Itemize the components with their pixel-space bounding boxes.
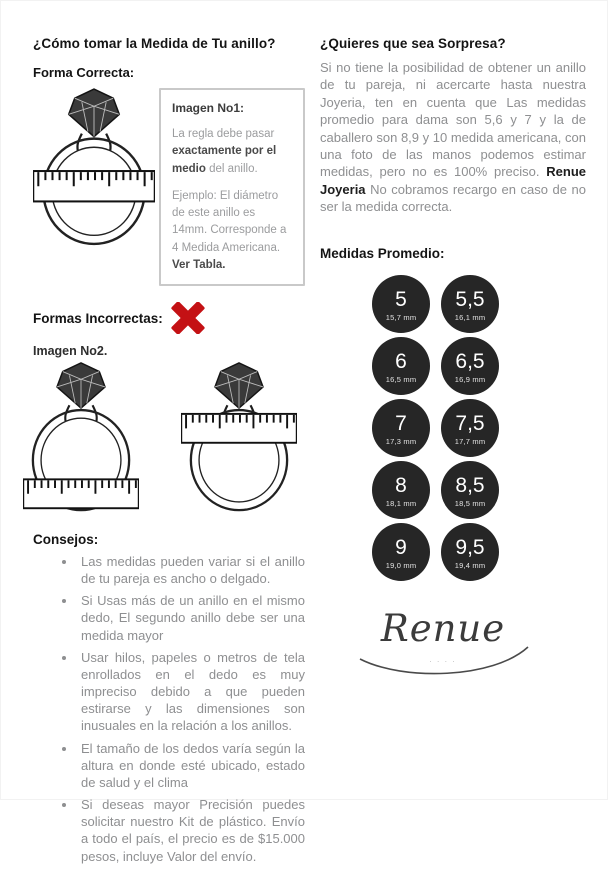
ring-size-mm: 16,1 mm: [454, 312, 486, 322]
incorrect-measurement-row: [23, 360, 305, 514]
ring-size-mm: 19,4 mm: [454, 560, 486, 570]
ring-size-badge: [441, 275, 499, 333]
ring-size-value: 6: [395, 349, 407, 373]
ring-size-mm: 17,7 mm: [454, 436, 486, 446]
ring-size-badge: [441, 461, 499, 519]
ring-size-mm: 18,1 mm: [385, 498, 417, 508]
ring-size-value: 8: [395, 473, 407, 497]
ring-size-badge: [441, 399, 499, 457]
ring-size-badge: [372, 337, 430, 395]
incorrect-forms-header: [33, 302, 305, 334]
brand-name-bold: Renue Joyeria: [320, 164, 586, 197]
ring-size-grid: [372, 275, 502, 581]
right-column: [320, 36, 586, 681]
ring-size-mm: 16,5 mm: [385, 374, 417, 384]
image1-box-rule-text: [172, 126, 292, 178]
ring-size-value: 9,5: [455, 535, 485, 559]
red-x-icon: [171, 302, 205, 334]
image1-box-title: Imagen No1:: [172, 101, 245, 115]
rule-text-pre: La regla debe pasar: [172, 128, 275, 140]
ring-size-badge: [372, 461, 430, 519]
image2-label: Imagen No2.: [33, 344, 108, 358]
rule-text-bold: exactamente por el medio: [172, 145, 277, 175]
surprise-heading: ¿Quieres que sea Sorpresa?: [320, 36, 506, 51]
tip-item: • Las medidas pueden variar si el anillo de tu pareja es ancho o delgado.: [77, 553, 305, 587]
ring-size-value: 5,5: [455, 287, 485, 311]
ring-size-mm: 17,3 mm: [385, 436, 417, 446]
tips-list: [33, 553, 305, 865]
page-title: ¿Cómo tomar la Medida de Tu anillo?: [33, 36, 276, 51]
ring-size-value: 8,5: [455, 473, 485, 497]
incorrect-forms-heading: Formas Incorrectas:: [33, 310, 163, 326]
tip-item: • Si deseas mayor Precisión puedes solicitar nuestro Kit de plástico. Envío a todo el país, el precio es de $15.000 pesos, incluye Valor del envío.: [77, 796, 305, 865]
rule-text-post: del anillo.: [205, 162, 258, 175]
renue-logo: [348, 607, 538, 681]
tip-item: • Usar hilos, papeles o metros de tela enrollados en el dedo es muy impreciso debido a que pueden estirarse y las dimensiones son inusuales en la relación a los anillos.: [77, 649, 305, 735]
ring-size-badge: [441, 337, 499, 395]
intro-text-post: No cobramos recargo en caso de no ser la medida correcta.: [320, 181, 586, 215]
example-text: Ejemplo: El diámetro de este anillo es 14mm. Corresponde a 4 Medida Americana.: [172, 189, 287, 254]
tip-item: • Si Usas más de un anillo en el mismo dedo, El segundo anillo debe ser una medida mayor: [77, 592, 305, 643]
intro-paragraph: [320, 59, 586, 216]
ring-size-value: 7,5: [455, 411, 485, 435]
ring-size-badge: [372, 399, 430, 457]
average-sizes-heading: Medidas Promedio:: [320, 245, 445, 261]
renue-logo-text: Renue: [380, 606, 506, 650]
ring-size-badge: [372, 523, 430, 581]
intro-text-pre: Si no tiene la posibilidad de obtener un anillo de tu pareja, ni acercarte hasta nuestra Joyeria, ten en cuenta que Las medidas promedio para dama son 5,6 y 7 y la de caballero son 8,9 y 10 medida americana, con una foto de las manos podemos estimar medidas, pero no es 100% preciso.: [320, 60, 586, 180]
ring-size-value: 6,5: [455, 349, 485, 373]
correct-measurement-row: [33, 86, 305, 286]
image1-info-box: [159, 88, 305, 286]
ring-size-mm: 16,9 mm: [454, 374, 486, 384]
ring-size-value: 7: [395, 411, 407, 435]
correct-form-heading: Forma Correcta:: [33, 65, 135, 80]
ring-correct-illustration: [33, 86, 155, 248]
logo-tiny-marks: · · · ·: [429, 658, 457, 665]
left-column: [33, 36, 305, 870]
ring-incorrect-top-illustration: [181, 360, 297, 514]
image1-box-example-text: [172, 188, 292, 274]
tips-heading: Consejos:: [33, 532, 99, 547]
ring-incorrect-bottom-illustration: [23, 360, 139, 514]
tip-item: • El tamaño de los dedos varía según la altura en donde esté ubicado, estado de salud y el clima: [77, 740, 305, 791]
see-table-bold: Ver Tabla.: [172, 258, 226, 271]
ring-size-value: 9: [395, 535, 407, 559]
ring-size-badge: [441, 523, 499, 581]
ring-size-mm: 15,7 mm: [385, 312, 417, 322]
ring-size-mm: 18,5 mm: [454, 498, 486, 508]
ring-size-value: 5: [395, 287, 407, 311]
ring-size-badge: [372, 275, 430, 333]
ring-size-mm: 19,0 mm: [385, 560, 417, 570]
